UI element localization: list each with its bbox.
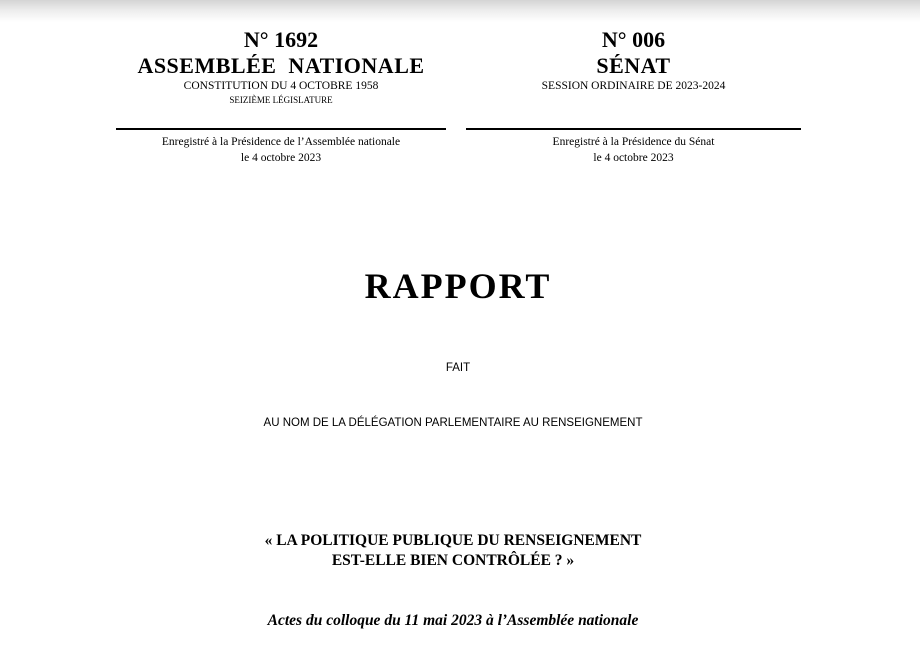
report-title-line2: EST-ELLE BIEN CONTRÔLÉE ? » (331, 552, 575, 569)
senat-number: N° 006 (601, 27, 666, 52)
senat-registered-line1: Enregistré à la Présidence du Sénat (552, 136, 715, 148)
senat-header (466, 27, 801, 94)
senat-divider (466, 128, 801, 130)
senat-name: SÉNAT (596, 53, 671, 78)
report-subtitle: Actes du colloque du 11 mai 2023 à l’Assemblée nationale (267, 612, 639, 629)
assemblee-divider (116, 128, 446, 130)
top-shadow (0, 0, 920, 22)
assemblee-registration (116, 134, 446, 166)
constitution-line: CONSTITUTION DU 4 OCTOBRE 1958 (183, 80, 379, 92)
assemblee-registered-date: le 4 octobre 2023 (240, 152, 322, 164)
assemblee-registered-line1: Enregistré à la Présidence de l’Assemblée nationale (161, 136, 401, 148)
senat-registration (466, 134, 801, 166)
legislature-line: SEIZIÈME LÉGISLATURE (229, 95, 333, 105)
assemblee-number: N° 1692 (243, 27, 319, 52)
senat-registered-date: le 4 octobre 2023 (593, 152, 674, 164)
assemblee-header (116, 27, 446, 106)
report-on-behalf: AU NOM DE LA DÉLÉGATION PARLEMENTAIRE AU RENSEIGNEMENT (263, 417, 643, 429)
report-title-line1: « LA POLITIQUE PUBLIQUE DU RENSEIGNEMENT (264, 532, 642, 549)
report-made: FAIT (445, 362, 471, 374)
assemblee-name: ASSEMBLÉE NATIONALE (137, 53, 425, 78)
session-line: SESSION ORDINAIRE DE 2023-2024 (541, 80, 726, 92)
report-heading: RAPPORT (364, 266, 552, 306)
report-title (0, 531, 906, 571)
